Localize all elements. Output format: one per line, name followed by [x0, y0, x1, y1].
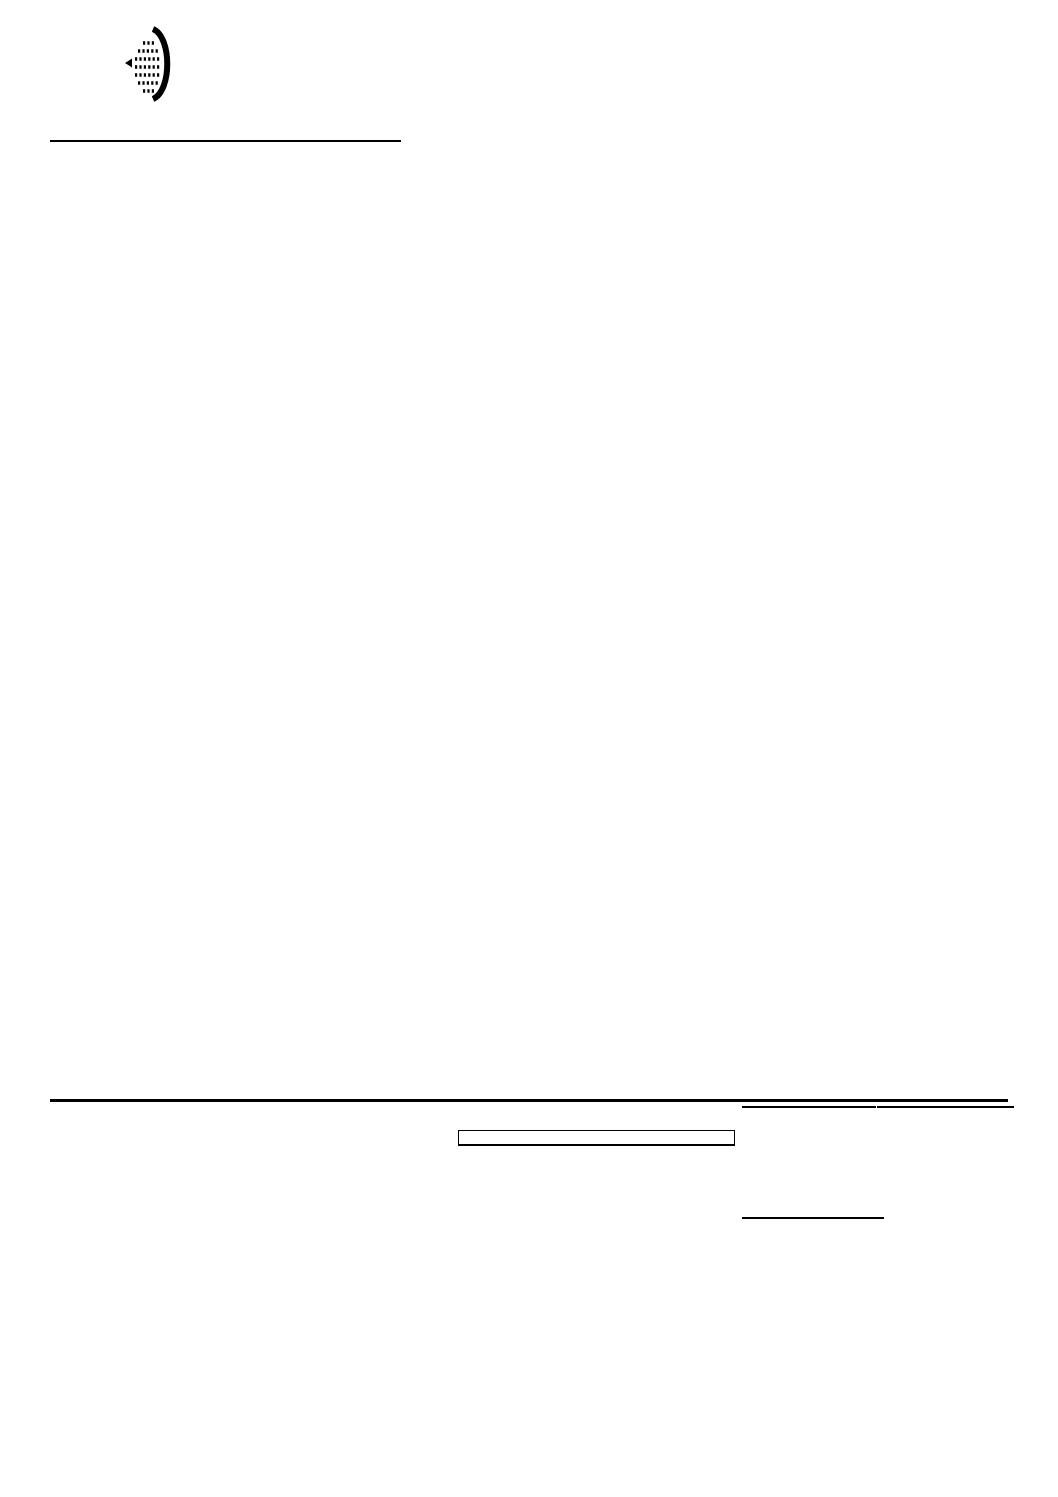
withdrawals-title — [742, 1104, 876, 1108]
lucky-losers-section — [742, 1215, 884, 1223]
lucky-losers-title — [742, 1215, 884, 1219]
released-block — [210, 1110, 298, 1114]
footer-divider — [50, 1099, 1008, 1102]
main-referee-block — [322, 1110, 427, 1114]
withdrawals-section — [742, 1104, 876, 1112]
retirements-title — [877, 1104, 1014, 1108]
tournament-header — [275, 40, 675, 45]
seeded-teams-header — [459, 1131, 734, 1145]
tournament-director-block — [70, 1110, 202, 1114]
seeded-teams-table — [458, 1130, 735, 1146]
main-draw-bracket — [50, 140, 401, 142]
retirements-section — [877, 1104, 1014, 1112]
ipf-logo-icon — [124, 24, 180, 111]
